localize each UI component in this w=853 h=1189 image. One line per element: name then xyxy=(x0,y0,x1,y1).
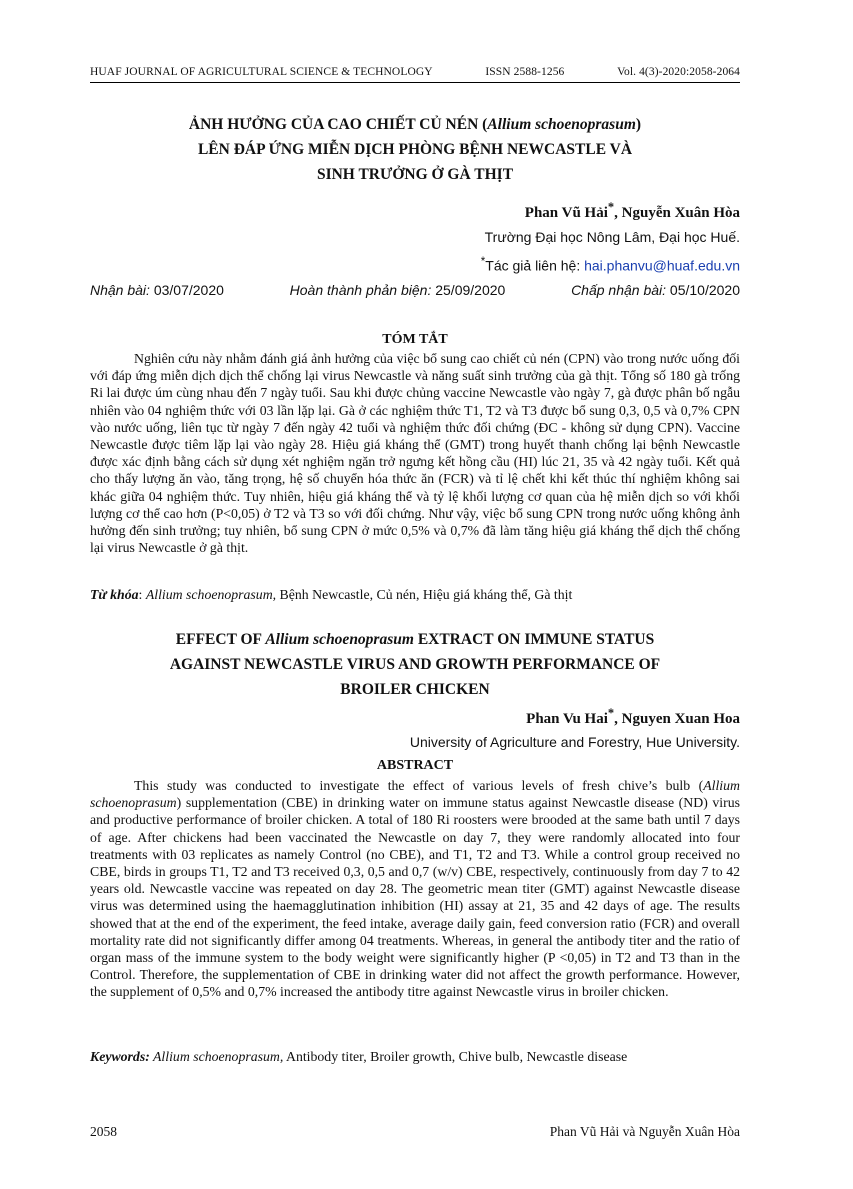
en-title-line1 xyxy=(90,627,740,652)
received-date: 03/07/2020 xyxy=(149,282,224,298)
en-author-2: , Nguyen Xuan Hoa xyxy=(614,711,740,727)
en-corr-mark: * xyxy=(607,706,615,720)
article-dates xyxy=(90,282,740,298)
en-authors xyxy=(526,706,740,728)
received xyxy=(90,282,224,298)
revised-label: Hoàn thành phản biện: xyxy=(289,282,432,298)
vi-corr-label: Tác giả liên hệ: xyxy=(485,257,585,274)
vi-keywords-sep: : xyxy=(138,587,146,602)
en-title-species: Allium schoenoprasum xyxy=(265,631,414,648)
vi-abstract-heading: TÓM TẮT xyxy=(382,332,448,347)
en-title-line2: AGAINST NEWCASTLE VIRUS AND GROWTH PERFORMANCE OF xyxy=(169,656,661,673)
issn: ISSN 2588-1256 xyxy=(485,66,565,78)
en-affiliation: University of Agriculture and Forestry, Hue University. xyxy=(409,734,740,750)
volume-info: Vol. 4(3)-2020:2058-2064 xyxy=(617,66,740,78)
corr-email-link[interactable]: hai.phanvu@huaf.edu.vn xyxy=(584,257,740,274)
accepted-date: 05/10/2020 xyxy=(666,282,740,298)
en-author-1: Phan Vu Hai xyxy=(526,711,608,727)
vi-authors xyxy=(525,200,740,222)
accepted-label: Chấp nhận bài: xyxy=(571,282,667,298)
vi-abstract-text: Nghiên cứu này nhằm đánh giá ảnh hưởng của việc bổ sung cao chiết củ nén (CPN) vào trong nước uống đối với đáp ứng miễn dịch dịch thể chống lại virus Newcastle và năng suất sinh trưởng của gà thịt. Tổng số 180 gà trống Ri lai được úm cùng nhau đến 7 ngày tuổi. Sau khi được chủng vaccine Newcastle vào ngày 7, gà được phân bố ngẫu nhiên vào 04 nghiệm thức với 03 lần lặp lại. Gà ở các nghiệm thức T1, T2 và T3 được bổ sung 0,3, 0,5 và 0,7% CPN vào nước uống, liên tục từ ngày 7 đến ngày 42 tuổi và nghiệm thức đối chứng (ĐC - không sử dụng CPN). Vaccine Newcastle được tiêm lặp lại vào ngày 28. Hiệu giá kháng thể (GMT) trong huyết thanh chống lại bệnh Newcastle được xác định bằng cách sử dụng xét nghiệm ngăn trở ngưng kết hồng cầu (HI) lúc 21, 35 và 42 ngày tuổi. Kết quả cho thấy lượng ăn vào, tăng trọng, hệ số chuyển hóa thức ăn (FCR) và tỉ lệ chết khi kết thúc thí nghiệm không sai khác giữa 04 nghiệm thức. Tuy nhiên, hiệu giá kháng thể và tỷ lệ khối lượng cơ quan của hệ miễn dịch so với khối lượng cơ thể cao hơn (P<0,05) ở T2 và T3 so với đối chứng. Như vậy, việc bổ sung CPN trong nước uống không ảnh hưởng đến sinh trưởng; tuy nhiên, bổ sung CPN ở mức 0,5% và 0,7% đã làm tăng hiệu giá kháng thể dịch thể chống lại virus Newcastle ở gà thịt. xyxy=(90,351,740,556)
vi-title-text-end: ) xyxy=(635,116,642,133)
en-abstract-text xyxy=(90,777,740,1001)
accepted xyxy=(571,282,740,298)
journal-name: HUAF JOURNAL OF AGRICULTURAL SCIENCE & TECHNOLOGY xyxy=(90,66,433,78)
revised xyxy=(290,282,506,298)
vi-author-1: Phan Vũ Hải xyxy=(524,205,608,221)
en-abstract xyxy=(90,777,740,1001)
received-label: Nhận bài: xyxy=(90,282,150,298)
en-keywords xyxy=(90,1049,740,1065)
running-header xyxy=(90,66,740,78)
vi-corr-mark-2: * xyxy=(480,255,486,268)
vi-title xyxy=(90,112,740,187)
header-rule xyxy=(90,82,740,83)
en-keywords-species: Allium schoenoprasum, xyxy=(149,1049,284,1064)
vi-keywords-rest: Bệnh Newcastle, Củ nén, Hiệu giá kháng thể, Gà thịt xyxy=(276,587,573,602)
en-abstract-heading: ABSTRACT xyxy=(376,758,454,773)
en-abstract-post: ) supplementation (CBE) in drinking water on immune status against Newcastle disease (ND) virus and productive performance of broiler chicken. A total of 180 Ri roosters were brooded at the same bath until 7 days of age. After chickens had been vaccinated the Newcastle on day 7, they were randomly allocated into four treatments with 03 replicates as namely Control (no CBE), and T1, T2 and T3. While a control group received no CBE, birds in groups T1, T2 and T3 received 0,3, 0,5 and 0,7 (w/v) CBE, respectively, continuously from day 7 to 42 years old. Newcastle vaccine was repeated on day 28. The geometric mean titer (GMT) against Newcastle disease virus was determined using the haemagglutination inhibition (HI) assay at 21, 35 and 42 days of age. The results showed that at the end of the experiment, the feed intake, average daily gain, feed conversion ratio (FCR) and overall mortality rate did not significantly differ among 04 treatments. Whereas, in general the antibody titer and the ratio of organ mass of the immune system to the body weight were significantly higher (P <0,05) in T2 and T3 than in the Control. Therefore, the supplementation of CBE in drinking water did not affect the growth performance. However, the supplement of 0,5% and 0,7% increased the antibody titre against Newcastle virus in broiler chicken. xyxy=(90,795,740,1000)
vi-keywords-species: Allium schoenoprasum, xyxy=(145,587,277,602)
page-footer xyxy=(90,1124,740,1140)
vi-title-line3: SINH TRƯỞNG Ở GÀ THỊT xyxy=(316,166,514,183)
en-title xyxy=(90,627,740,702)
footer-authors: Phan Vũ Hải và Nguyễn Xuân Hòa xyxy=(549,1124,740,1139)
vi-author-2: , Nguyễn Xuân Hòa xyxy=(614,205,740,221)
vi-title-line2: LÊN ĐÁP ỨNG MIỄN DỊCH PHÒNG BỆNH NEWCASTLE VÀ xyxy=(197,141,633,158)
vi-title-line1 xyxy=(90,112,740,137)
vi-abstract xyxy=(90,350,740,556)
vi-title-species: Allium schoenoprasum xyxy=(487,116,636,133)
en-abstract-species: Allium schoenoprasum xyxy=(90,778,740,811)
en-keywords-label: Keywords: xyxy=(90,1049,150,1064)
en-abstract-pre: This study was conducted to investigate the effect of various levels of fresh chive’s bulb ( xyxy=(134,778,704,793)
vi-keywords xyxy=(90,587,740,603)
vi-affiliation: Trường Đại học Nông Lâm, Đại học Huế. xyxy=(484,229,740,245)
en-title-text-end: EXTRACT ON IMMUNE STATUS xyxy=(413,631,655,648)
vi-keywords-label: Từ khóa xyxy=(90,587,139,602)
vi-title-text: ẢNH HƯỞNG CỦA CAO CHIẾT CỦ NÉN ( xyxy=(188,116,488,133)
revised-date: 25/09/2020 xyxy=(431,282,506,298)
vi-corresponding xyxy=(481,255,740,274)
en-title-text: EFFECT OF xyxy=(175,631,266,648)
page-number: 2058 xyxy=(90,1124,117,1139)
en-title-line3: BROILER CHICKEN xyxy=(340,681,490,698)
vi-corr-mark: * xyxy=(607,200,615,214)
en-keywords-rest: Antibody titer, Broiler growth, Chive bulb, Newcastle disease xyxy=(283,1049,628,1064)
